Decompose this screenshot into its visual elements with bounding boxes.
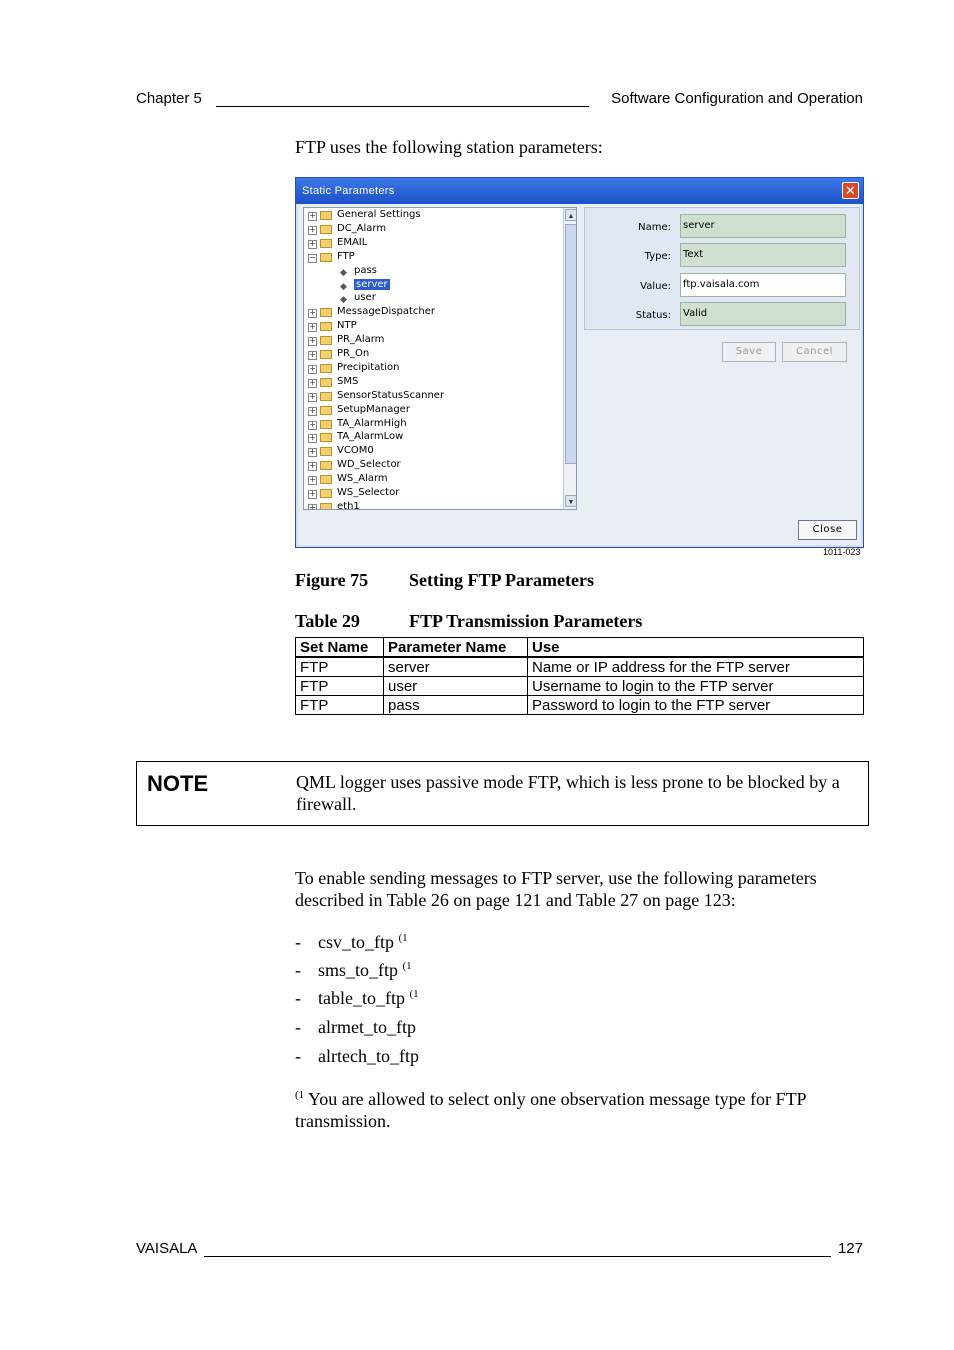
- expand-icon[interactable]: +: [309, 433, 316, 443]
- scroll-down-icon[interactable]: ▼: [565, 495, 577, 507]
- intro-text: FTP uses the following station parameters:: [295, 137, 603, 157]
- tree-item-label: FTP: [337, 250, 355, 262]
- folder-icon: [320, 447, 332, 456]
- figure-number: Figure 75: [295, 570, 369, 590]
- tree-item-label: Precipitation: [337, 361, 400, 373]
- tree-item-label: SensorStatusScanner: [337, 389, 445, 401]
- folder-icon: [320, 322, 332, 331]
- folder-icon: [320, 225, 332, 234]
- close-button[interactable]: Close: [798, 520, 857, 540]
- name-label: Name:: [638, 222, 671, 233]
- table-cell: pass: [384, 696, 528, 715]
- note-text: QML logger uses passive mode FTP, which is less prone to be blocked by a firewall.: [296, 772, 840, 814]
- tree-item-label: WD_Selector: [337, 459, 401, 471]
- close-icon[interactable]: ✕: [842, 182, 859, 199]
- footnote-marker: (1: [295, 1089, 305, 1101]
- tree-item-label: NTP: [337, 320, 357, 332]
- tree-item-label: PR_Alarm: [337, 334, 385, 346]
- dialog-body: [298, 204, 861, 545]
- tree-item-label: SetupManager: [337, 403, 410, 415]
- list-item-text: alrmet_to_ftp: [318, 1017, 416, 1037]
- list-item-text: table_to_ftp: [318, 988, 405, 1008]
- table-cell: Name or IP address for the FTP server: [528, 657, 864, 677]
- folder-icon: [320, 253, 332, 262]
- properties-panel: [584, 207, 860, 330]
- list-item-text: sms_to_ftp: [318, 960, 399, 980]
- folder-icon: [320, 420, 332, 429]
- folder-icon: [320, 364, 332, 373]
- expand-icon[interactable]: +: [309, 336, 316, 346]
- tree-item-label: PR_On: [337, 348, 370, 359]
- list-dash: -: [295, 960, 301, 980]
- figure-title: Setting FTP Parameters: [409, 570, 594, 590]
- folder-icon: [320, 239, 332, 248]
- footnote-text: You are allowed to select only one observation message type for FTP transmission.: [295, 1089, 806, 1131]
- tree-item-label: server: [356, 278, 388, 290]
- header-chapter: Chapter 5: [136, 90, 202, 107]
- value-label: Value:: [640, 281, 671, 292]
- folder-icon: [320, 392, 332, 401]
- collapse-icon[interactable]: −: [309, 252, 316, 262]
- footnote: [295, 1084, 865, 1132]
- cancel-button[interactable]: Cancel: [782, 342, 847, 362]
- dialog-title: Static Parameters: [302, 185, 395, 197]
- body-paragraph: To enable sending messages to FTP server, use the following parameters described in Table 26 on page 121 and Table 27 on page 123:: [295, 868, 817, 910]
- expand-icon[interactable]: +: [309, 211, 316, 220]
- save-button[interactable]: Save: [722, 342, 776, 362]
- expand-icon[interactable]: +: [309, 419, 316, 429]
- folder-icon: [320, 211, 332, 220]
- expand-icon[interactable]: +: [309, 238, 316, 248]
- folder-icon: [320, 461, 332, 470]
- expand-icon[interactable]: +: [309, 461, 316, 471]
- note-label: NOTE: [147, 771, 209, 796]
- tree-item-label: MessageDispatcher: [337, 306, 436, 318]
- ftp-parameters-table: [295, 637, 864, 715]
- tree-item-label: VCOM0: [337, 445, 374, 457]
- expand-icon[interactable]: +: [309, 475, 316, 485]
- tree-item-label: TA_AlarmHigh: [337, 417, 407, 429]
- name-field: server: [680, 214, 846, 238]
- folder-icon: [320, 489, 332, 498]
- list-item-text: csv_to_ftp: [318, 932, 394, 952]
- folder-icon: [320, 503, 332, 510]
- table-cell: server: [384, 657, 528, 677]
- table-cell: FTP: [296, 677, 384, 696]
- parameter-icon: ◆: [340, 267, 347, 278]
- table-cell: FTP: [296, 657, 384, 677]
- note-box: [136, 761, 869, 826]
- list-dash: -: [295, 932, 301, 952]
- folder-icon: [320, 308, 332, 317]
- table-row: [296, 677, 864, 696]
- expand-icon[interactable]: +: [309, 363, 316, 373]
- type-field: Text: [680, 243, 846, 267]
- header-rule: [216, 106, 589, 107]
- scroll-up-icon[interactable]: ▲: [565, 209, 577, 221]
- footnote-ref: (1: [398, 932, 408, 944]
- expand-icon[interactable]: +: [309, 377, 316, 387]
- expand-icon[interactable]: +: [309, 308, 316, 318]
- list-dash: -: [295, 988, 301, 1008]
- table-number: Table 29: [295, 611, 360, 631]
- tree-item-label: WS_Alarm: [337, 473, 388, 485]
- status-label: Status:: [635, 310, 671, 321]
- type-label: Type:: [644, 251, 671, 262]
- table-header-cell: Parameter Name: [384, 638, 528, 658]
- expand-icon[interactable]: +: [309, 447, 316, 457]
- page-number: 127: [837, 1240, 863, 1257]
- dialog-titlebar: [296, 178, 863, 204]
- tree-item-label: General Settings: [337, 209, 421, 220]
- list-dash: -: [295, 1046, 301, 1066]
- tree-scrollbar[interactable]: [563, 208, 577, 509]
- tree-item-label: EMAIL: [337, 236, 368, 248]
- folder-icon: [320, 350, 332, 359]
- folder-icon: [320, 406, 332, 415]
- table-header-cell: Use: [528, 638, 864, 658]
- tree-item-label: DC_Alarm: [337, 222, 387, 234]
- expand-icon[interactable]: +: [309, 224, 316, 234]
- table-cell: FTP: [296, 696, 384, 715]
- figure-id: 1011-023: [823, 547, 861, 557]
- table-cell: Username to login to the FTP server: [528, 677, 864, 696]
- table-header-cell: Set Name: [296, 638, 384, 658]
- static-parameters-dialog: [295, 177, 864, 548]
- table-row: [296, 657, 864, 677]
- tree-item-label: TA_AlarmLow: [337, 431, 404, 443]
- folder-icon: [320, 336, 332, 345]
- expand-icon[interactable]: +: [309, 405, 316, 415]
- value-input[interactable]: ftp.vaisala.com: [680, 273, 846, 297]
- footnote-ref: (1: [409, 988, 419, 1000]
- folder-icon: [320, 433, 332, 442]
- status-field: Valid: [680, 302, 846, 326]
- tree-item-label: SMS: [337, 375, 359, 387]
- list-dash: -: [295, 1017, 301, 1037]
- expand-icon[interactable]: +: [309, 391, 316, 401]
- footer-brand: VAISALA: [136, 1240, 198, 1257]
- expand-icon[interactable]: +: [309, 350, 316, 359]
- expand-icon[interactable]: +: [309, 322, 316, 332]
- folder-icon: [320, 475, 332, 484]
- tree-item-label: pass: [354, 264, 377, 276]
- expand-icon[interactable]: +: [309, 489, 316, 498]
- table-header-row: [296, 638, 864, 658]
- parameter-tree: [303, 207, 577, 510]
- tree-item-label: WS_Selector: [337, 487, 400, 498]
- parameter-icon: ◆: [340, 281, 347, 292]
- header-section: Software Configuration and Operation: [611, 90, 863, 107]
- tree-item-label: user: [354, 292, 376, 304]
- parameter-icon: ◆: [340, 295, 347, 306]
- table-cell: Password to login to the FTP server: [528, 696, 864, 715]
- expand-icon[interactable]: +: [308, 504, 317, 510]
- scroll-thumb[interactable]: [565, 224, 577, 464]
- table-row: [296, 696, 864, 715]
- footnote-ref: (1: [402, 960, 412, 972]
- tree-item-label: eth1: [337, 500, 360, 510]
- table-title: FTP Transmission Parameters: [409, 611, 643, 631]
- table-cell: user: [384, 677, 528, 696]
- folder-icon: [320, 378, 332, 387]
- footer-rule: [204, 1256, 831, 1257]
- list-item-text: alrtech_to_ftp: [318, 1046, 419, 1066]
